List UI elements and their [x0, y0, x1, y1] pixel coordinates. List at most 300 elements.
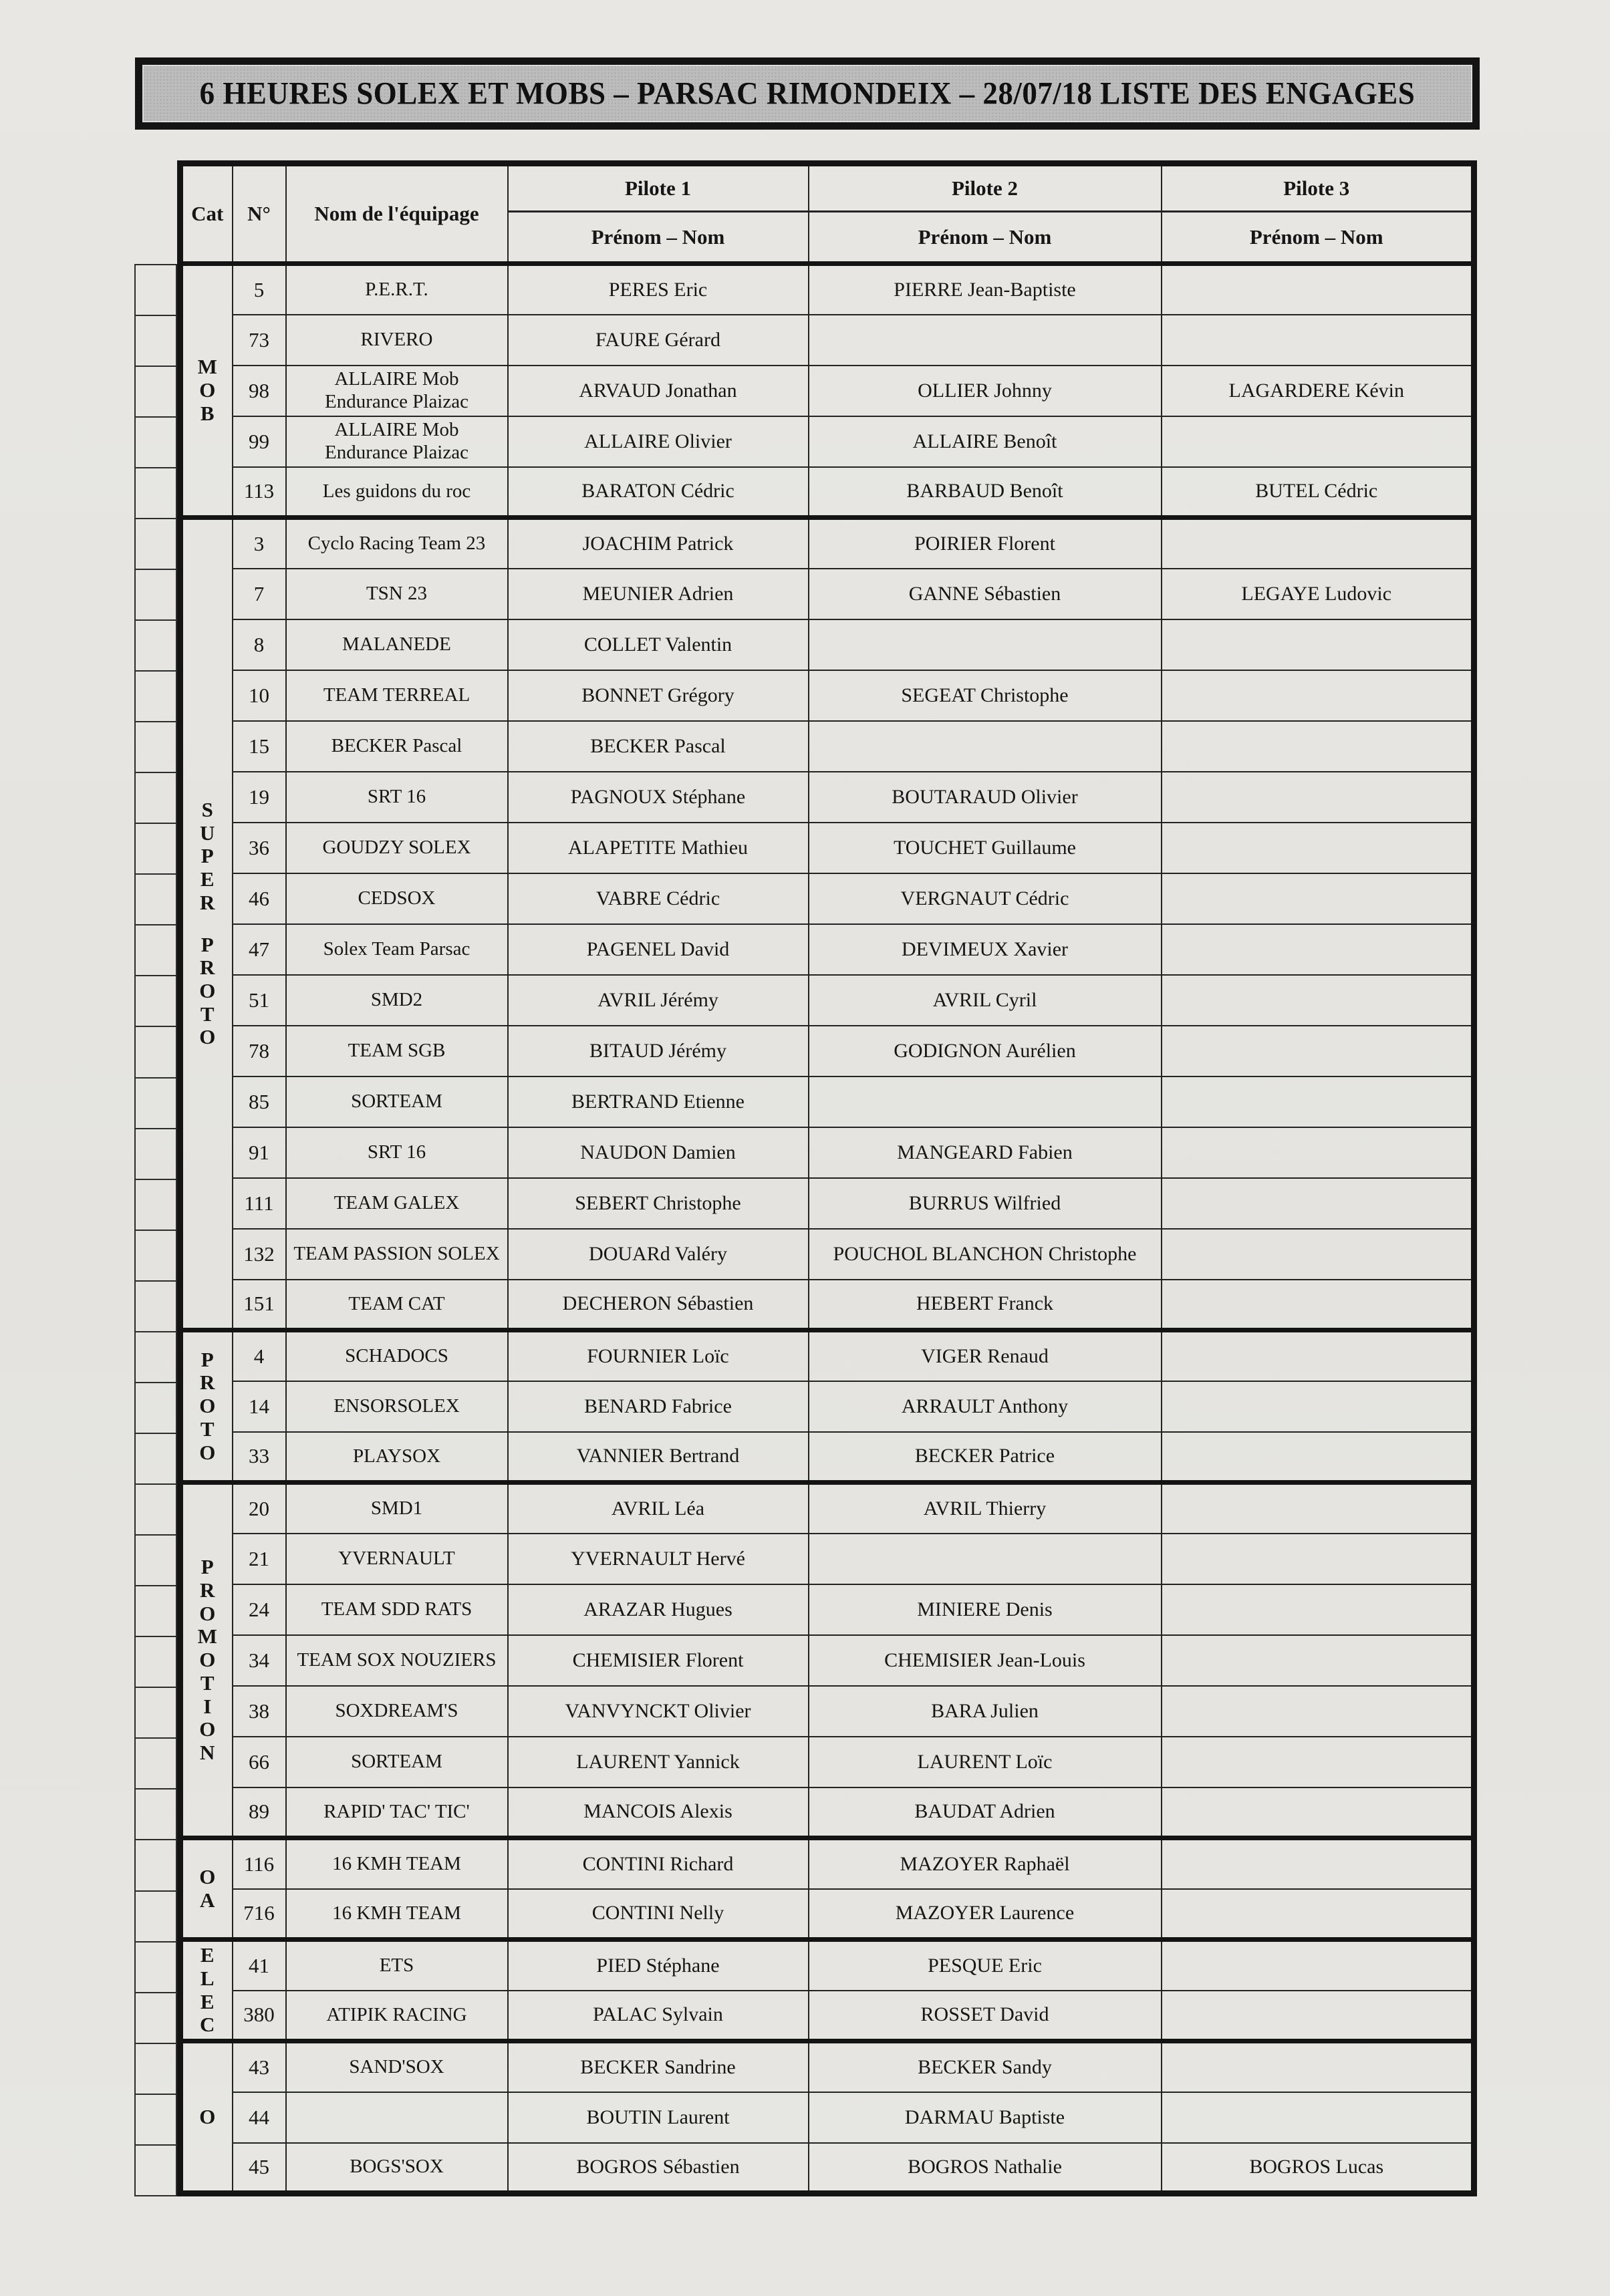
- margin-check-cell: [136, 1789, 177, 1840]
- cell-pilote3: [1162, 1026, 1474, 1077]
- margin-check-cell: [136, 418, 177, 468]
- cell-num: 66: [233, 1737, 286, 1787]
- cell-pilote2: ARRAULT Anthony: [809, 1381, 1162, 1432]
- table-row: [180, 1026, 1474, 1077]
- section-elec: [180, 1940, 1474, 2041]
- category-letter: M: [197, 1624, 217, 1648]
- category-letter: O: [199, 1025, 216, 1049]
- cell-pilote1: YVERNAULT Hervé: [508, 1534, 809, 1584]
- table-row: [180, 264, 1474, 315]
- margin-check-cell: [136, 1688, 177, 1739]
- margin-check-cell: [136, 265, 177, 316]
- cell-pilote2: [809, 619, 1162, 670]
- cell-team: SOXDREAM'S: [286, 1686, 508, 1737]
- category-letter: C: [200, 2013, 215, 2037]
- cell-pilote1: NAUDON Damien: [508, 1127, 809, 1178]
- cell-pilote2: BECKER Patrice: [809, 1432, 1162, 1483]
- cell-pilote1: CONTINI Richard: [508, 1838, 809, 1889]
- category-letter: R: [200, 890, 215, 914]
- table-row: [180, 2092, 1474, 2143]
- cell-pilote3: [1162, 823, 1474, 873]
- cell-pilote3: [1162, 1686, 1474, 1737]
- cell-pilote1: PIED Stéphane: [508, 1940, 809, 1991]
- cell-pilote3: [1162, 1838, 1474, 1889]
- cell-pilote2: POUCHOL BLANCHON Christophe: [809, 1229, 1162, 1280]
- cell-pilote1: MEUNIER Adrien: [508, 569, 809, 619]
- cell-pilote3: [1162, 1483, 1474, 1534]
- category-letter: O: [199, 1648, 216, 1672]
- cell-num: 14: [233, 1381, 286, 1432]
- cell-team: 16 KMH TEAM: [286, 1838, 508, 1889]
- cell-pilote2: SEGEAT Christophe: [809, 670, 1162, 721]
- cell-num: 113: [233, 467, 286, 518]
- cell-pilote3: [1162, 1330, 1474, 1381]
- cell-num: 85: [233, 1077, 286, 1127]
- cell-pilote2: HEBERT Franck: [809, 1280, 1162, 1330]
- category-letter: I: [203, 1694, 212, 1718]
- cell-team: TEAM SDD RATS: [286, 1584, 508, 1635]
- margin-check-cell: [136, 976, 177, 1027]
- margin-check-cell: [136, 1993, 177, 2044]
- cell-team: MALANEDE: [286, 619, 508, 670]
- cell-team: YVERNAULT: [286, 1534, 508, 1584]
- cell-pilote2: DEVIMEUX Xavier: [809, 924, 1162, 975]
- cell-pilote2: MINIERE Denis: [809, 1584, 1162, 1635]
- margin-check-cell: [136, 1332, 177, 1383]
- cell-team: Solex Team Parsac: [286, 924, 508, 975]
- cell-team: ALLAIRE Mob Endurance Plaizac: [286, 366, 508, 416]
- page-title: 6 HEURES SOLEX ET MOBS – PARSAC RIMONDEIX – 28/07/18 LISTE DES ENGAGES: [199, 76, 1416, 112]
- category-letter: O: [199, 1717, 216, 1741]
- category-letter: U: [200, 821, 215, 845]
- cell-pilote3: [1162, 1889, 1474, 1940]
- cell-pilote2: MANGEARD Fabien: [809, 1127, 1162, 1178]
- cell-pilote1: VANVYNCKT Olivier: [508, 1686, 809, 1737]
- cell-pilote1: BITAUD Jérémy: [508, 1026, 809, 1077]
- cell-team: Les guidons du roc: [286, 467, 508, 518]
- cell-pilote1: BENARD Fabrice: [508, 1381, 809, 1432]
- table-row: [180, 569, 1474, 619]
- section-o: [180, 2041, 1474, 2194]
- cell-pilote1: FAURE Gérard: [508, 315, 809, 366]
- margin-check-strip: [134, 264, 177, 2197]
- cell-pilote3: [1162, 1737, 1474, 1787]
- cell-num: 7: [233, 569, 286, 619]
- cell-pilote1: DECHERON Sébastien: [508, 1280, 809, 1330]
- cell-pilote1: BECKER Sandrine: [508, 2041, 809, 2092]
- cell-pilote2: BARBAUD Benoît: [809, 467, 1162, 518]
- header-pilot2: Pilote 2: [809, 164, 1162, 212]
- margin-check-cell: [136, 2146, 177, 2196]
- category-letter: E: [200, 1989, 215, 2013]
- cell-num: 116: [233, 1838, 286, 1889]
- header-pilot3: Pilote 3: [1162, 164, 1474, 212]
- cell-pilote2: BAUDAT Adrien: [809, 1787, 1162, 1838]
- cell-pilote1: BOUTIN Laurent: [508, 2092, 809, 2143]
- entries-table: [177, 160, 1477, 2196]
- table-row: [180, 1889, 1474, 1940]
- category-label: [180, 1330, 233, 1483]
- cell-pilote3: [1162, 2041, 1474, 2092]
- cell-team: ATIPIK RACING: [286, 1991, 508, 2041]
- table-row: [180, 1483, 1474, 1534]
- cell-team: PLAYSOX: [286, 1432, 508, 1483]
- table-row: [180, 1178, 1474, 1229]
- cell-num: 34: [233, 1635, 286, 1686]
- margin-check-cell: [136, 1943, 177, 1993]
- category-letter: L: [200, 1966, 215, 1990]
- cell-team: SAND'SOX: [286, 2041, 508, 2092]
- cell-pilote2: TOUCHET Guillaume: [809, 823, 1162, 873]
- category-letter: O: [199, 1864, 216, 1888]
- cell-pilote3: [1162, 1432, 1474, 1483]
- cell-pilote2: BOUTARAUD Olivier: [809, 772, 1162, 823]
- margin-check-cell: [136, 468, 177, 519]
- cell-team: SMD2: [286, 975, 508, 1026]
- cell-team: TEAM SOX NOUZIERS: [286, 1635, 508, 1686]
- cell-num: 21: [233, 1534, 286, 1584]
- cell-pilote3: BOGROS Lucas: [1162, 2143, 1474, 2194]
- cell-pilote2: PIERRE Jean-Baptiste: [809, 264, 1162, 315]
- cell-pilote2: [809, 1077, 1162, 1127]
- cell-team: ETS: [286, 1940, 508, 1991]
- margin-check-cell: [136, 1536, 177, 1586]
- cell-pilote2: VERGNAUT Cédric: [809, 873, 1162, 924]
- cell-num: 20: [233, 1483, 286, 1534]
- category-letter: P: [200, 932, 214, 956]
- margin-check-cell: [136, 1180, 177, 1231]
- cell-pilote3: [1162, 1584, 1474, 1635]
- cell-pilote1: LAURENT Yannick: [508, 1737, 809, 1787]
- table-row: [180, 721, 1474, 772]
- cell-pilote1: CHEMISIER Florent: [508, 1635, 809, 1686]
- cell-num: 44: [233, 2092, 286, 2143]
- margin-check-cell: [136, 1840, 177, 1891]
- cell-pilote2: BARA Julien: [809, 1686, 1162, 1737]
- header-subheader-pilot2: Prénom – Nom: [809, 212, 1162, 264]
- section-mob: [180, 264, 1474, 518]
- margin-check-cell: [136, 621, 177, 672]
- cell-team: SMD1: [286, 1483, 508, 1534]
- cell-num: 91: [233, 1127, 286, 1178]
- cell-pilote3: [1162, 873, 1474, 924]
- cell-pilote3: [1162, 1077, 1474, 1127]
- margin-check-cell: [136, 1434, 177, 1485]
- margin-check-cell: [136, 1027, 177, 1078]
- margin-check-cell: [136, 1282, 177, 1332]
- cell-pilote3: [1162, 975, 1474, 1026]
- cell-num: 716: [233, 1889, 286, 1940]
- table-row: [180, 1635, 1474, 1686]
- cell-pilote3: LEGAYE Ludovic: [1162, 569, 1474, 619]
- cell-pilote1: BERTRAND Etienne: [508, 1077, 809, 1127]
- cell-pilote2: DARMAU Baptiste: [809, 2092, 1162, 2143]
- cell-pilote2: CHEMISIER Jean-Louis: [809, 1635, 1162, 1686]
- table-row: [180, 1584, 1474, 1635]
- cell-num: 5: [233, 264, 286, 315]
- margin-check-cell: [136, 2095, 177, 2146]
- margin-check-cell: [136, 1079, 177, 1129]
- cell-num: 132: [233, 1229, 286, 1280]
- header-subheader-pilot3: Prénom – Nom: [1162, 212, 1474, 264]
- cell-team: 16 KMH TEAM: [286, 1889, 508, 1940]
- cell-pilote1: PERES Eric: [508, 264, 809, 315]
- table-row: [180, 823, 1474, 873]
- table-row: [180, 1787, 1474, 1838]
- cell-pilote3: [1162, 1534, 1474, 1584]
- category-letter: O: [199, 1394, 216, 1418]
- cell-pilote3: [1162, 1280, 1474, 1330]
- cell-team: P.E.R.T.: [286, 264, 508, 315]
- table-row: [180, 1991, 1474, 2041]
- cell-pilote2: ALLAIRE Benoît: [809, 416, 1162, 467]
- table-row: [180, 467, 1474, 518]
- cell-num: 73: [233, 315, 286, 366]
- cell-num: 151: [233, 1280, 286, 1330]
- cell-pilote2: LAURENT Loïc: [809, 1737, 1162, 1787]
- cell-num: 8: [233, 619, 286, 670]
- table-row: [180, 1330, 1474, 1381]
- cell-num: 98: [233, 366, 286, 416]
- cell-pilote1: BOGROS Sébastien: [508, 2143, 809, 2194]
- cell-pilote2: MAZOYER Laurence: [809, 1889, 1162, 1940]
- header-team: Nom de l'équipage: [286, 164, 508, 264]
- category-label: [180, 1940, 233, 2041]
- cell-pilote1: BONNET Grégory: [508, 670, 809, 721]
- cell-team: BECKER Pascal: [286, 721, 508, 772]
- table-row: [180, 1940, 1474, 1991]
- cell-pilote3: [1162, 924, 1474, 975]
- table-row: [180, 1077, 1474, 1127]
- header-num: N°: [233, 164, 286, 264]
- table-row: [180, 2041, 1474, 2092]
- margin-check-cell: [136, 773, 177, 824]
- cell-team: Cyclo Racing Team 23: [286, 518, 508, 569]
- cell-num: 33: [233, 1432, 286, 1483]
- cell-num: 45: [233, 2143, 286, 2194]
- cell-num: 51: [233, 975, 286, 1026]
- margin-check-cell: [136, 367, 177, 418]
- cell-pilote2: MAZOYER Raphaël: [809, 1838, 1162, 1889]
- category-letter: P: [200, 1347, 214, 1371]
- cell-pilote1: MANCOIS Alexis: [508, 1787, 809, 1838]
- category-letter: N: [200, 1741, 215, 1765]
- cell-num: 38: [233, 1686, 286, 1737]
- cell-pilote2: AVRIL Thierry: [809, 1483, 1162, 1534]
- cell-pilote2: BECKER Sandy: [809, 2041, 1162, 2092]
- cell-pilote3: LAGARDERE Kévin: [1162, 366, 1474, 416]
- cell-pilote3: BUTEL Cédric: [1162, 467, 1474, 518]
- table-row: [180, 366, 1474, 416]
- cell-pilote3: [1162, 1991, 1474, 2041]
- cell-team: BOGS'SOX: [286, 2143, 508, 2194]
- cell-num: 89: [233, 1787, 286, 1838]
- category-letter: E: [200, 867, 215, 891]
- cell-team: TSN 23: [286, 569, 508, 619]
- category-letter: O: [199, 1440, 216, 1464]
- margin-check-cell: [136, 1586, 177, 1637]
- margin-check-cell: [136, 672, 177, 722]
- category-letter: T: [200, 1671, 215, 1695]
- margin-check-cell: [136, 824, 177, 875]
- table-row: [180, 873, 1474, 924]
- cell-pilote1: CONTINI Nelly: [508, 1889, 809, 1940]
- cell-pilote3: [1162, 518, 1474, 569]
- category-letter: S: [201, 797, 213, 821]
- margin-check-cell: [136, 1485, 177, 1536]
- header-cat: Cat: [180, 164, 233, 264]
- category-label: [180, 1838, 233, 1940]
- cell-pilote3: [1162, 772, 1474, 823]
- margin-check-cell: [136, 925, 177, 976]
- cell-pilote1: ARAZAR Hugues: [508, 1584, 809, 1635]
- cell-pilote3: [1162, 315, 1474, 366]
- category-label: [180, 518, 233, 1330]
- margin-check-cell: [136, 722, 177, 773]
- cell-pilote1: VANNIER Bertrand: [508, 1432, 809, 1483]
- cell-team: RAPID' TAC' TIC': [286, 1787, 508, 1838]
- table-row: [180, 1127, 1474, 1178]
- table-row: [180, 975, 1474, 1026]
- category-label: [180, 2041, 233, 2194]
- cell-team: [286, 2092, 508, 2143]
- margin-check-cell: [136, 570, 177, 621]
- header-subheader-pilot1: Prénom – Nom: [508, 212, 809, 264]
- cell-pilote2: GODIGNON Aurélien: [809, 1026, 1162, 1077]
- cell-num: 19: [233, 772, 286, 823]
- category-letter: B: [200, 401, 215, 425]
- margin-check-cell: [136, 1231, 177, 1282]
- cell-num: 41: [233, 1940, 286, 1991]
- cell-pilote3: [1162, 1381, 1474, 1432]
- table-row: [180, 518, 1474, 569]
- category-letter: T: [200, 1417, 215, 1441]
- cell-pilote1: PALAC Sylvain: [508, 1991, 809, 2041]
- table-row: [180, 1381, 1474, 1432]
- cell-pilote1: AVRIL Jérémy: [508, 975, 809, 1026]
- cell-team: TEAM PASSION SOLEX: [286, 1229, 508, 1280]
- table-row: [180, 416, 1474, 467]
- cell-num: 111: [233, 1178, 286, 1229]
- margin-check-cell: [136, 1129, 177, 1180]
- cell-pilote1: ARVAUD Jonathan: [508, 366, 809, 416]
- cell-pilote3: [1162, 619, 1474, 670]
- cell-pilote3: [1162, 670, 1474, 721]
- cell-team: TEAM SGB: [286, 1026, 508, 1077]
- margin-check-cell: [136, 2044, 177, 2095]
- table-row: [180, 772, 1474, 823]
- cell-team: TEAM GALEX: [286, 1178, 508, 1229]
- cell-team: TEAM TERREAL: [286, 670, 508, 721]
- cell-pilote3: [1162, 1787, 1474, 1838]
- cell-pilote1: PAGNOUX Stéphane: [508, 772, 809, 823]
- cell-num: 380: [233, 1991, 286, 2041]
- margin-check-cell: [136, 875, 177, 925]
- category-letter: R: [200, 956, 215, 980]
- cell-pilote1: VABRE Cédric: [508, 873, 809, 924]
- cell-num: 15: [233, 721, 286, 772]
- cell-pilote2: GANNE Sébastien: [809, 569, 1162, 619]
- cell-pilote1: SEBERT Christophe: [508, 1178, 809, 1229]
- cell-pilote2: OLLIER Johnny: [809, 366, 1162, 416]
- margin-check-cell: [136, 519, 177, 570]
- cell-pilote3: [1162, 416, 1474, 467]
- cell-pilote3: [1162, 1229, 1474, 1280]
- category-label: [180, 1483, 233, 1838]
- cell-num: 47: [233, 924, 286, 975]
- cell-num: 10: [233, 670, 286, 721]
- table-row: [180, 1432, 1474, 1483]
- margin-check-cell: [136, 1739, 177, 1789]
- category-letter: E: [200, 1943, 215, 1967]
- margin-check-cell: [136, 1892, 177, 1943]
- cell-pilote3: [1162, 721, 1474, 772]
- cell-pilote3: [1162, 264, 1474, 315]
- cell-team: TEAM CAT: [286, 1280, 508, 1330]
- cell-pilote1: ALAPETITE Mathieu: [508, 823, 809, 873]
- cell-pilote1: JOACHIM Patrick: [508, 518, 809, 569]
- category-letter: P: [200, 844, 214, 868]
- cell-pilote2: [809, 721, 1162, 772]
- cell-team: SCHADOCS: [286, 1330, 508, 1381]
- cell-pilote3: [1162, 2092, 1474, 2143]
- header-pilot1: Pilote 1: [508, 164, 809, 212]
- cell-pilote2: BOGROS Nathalie: [809, 2143, 1162, 2194]
- margin-check-cell: [136, 316, 177, 367]
- section-promotion: [180, 1483, 1474, 1838]
- cell-num: 46: [233, 873, 286, 924]
- cell-num: 4: [233, 1330, 286, 1381]
- cell-pilote1: AVRIL Léa: [508, 1483, 809, 1534]
- category-letter: O: [199, 2104, 216, 2128]
- table-row: [180, 1534, 1474, 1584]
- cell-num: 99: [233, 416, 286, 467]
- table-row: [180, 670, 1474, 721]
- table-row: [180, 1229, 1474, 1280]
- title-banner: [135, 57, 1480, 130]
- cell-pilote2: [809, 1534, 1162, 1584]
- cell-team: CEDSOX: [286, 873, 508, 924]
- table-row: [180, 1686, 1474, 1737]
- cell-pilote1: COLLET Valentin: [508, 619, 809, 670]
- category-letter: O: [199, 978, 216, 1002]
- category-letter: A: [200, 1888, 215, 1912]
- category-letter: O: [199, 378, 216, 402]
- cell-pilote2: BURRUS Wilfried: [809, 1178, 1162, 1229]
- cell-pilote2: AVRIL Cyril: [809, 975, 1162, 1026]
- cell-pilote2: PESQUE Eric: [809, 1940, 1162, 1991]
- margin-check-cell: [136, 1383, 177, 1434]
- table-header: [180, 164, 1474, 264]
- category-label: [180, 264, 233, 518]
- cell-pilote2: VIGER Renaud: [809, 1330, 1162, 1381]
- table-row: [180, 315, 1474, 366]
- cell-pilote1: BARATON Cédric: [508, 467, 809, 518]
- category-letter: O: [199, 1601, 216, 1625]
- cell-pilote2: POIRIER Florent: [809, 518, 1162, 569]
- table-row: [180, 1838, 1474, 1889]
- section-proto: [180, 1330, 1474, 1483]
- table-row: [180, 2143, 1474, 2194]
- table-row: [180, 1280, 1474, 1330]
- category-letter: T: [200, 1002, 215, 1026]
- cell-pilote3: [1162, 1178, 1474, 1229]
- section-super-proto: [180, 518, 1474, 1330]
- cell-pilote1: DOUARd Valéry: [508, 1229, 809, 1280]
- cell-num: 24: [233, 1584, 286, 1635]
- cell-team: ALLAIRE Mob Endurance Plaizac: [286, 416, 508, 467]
- table-row: [180, 1737, 1474, 1787]
